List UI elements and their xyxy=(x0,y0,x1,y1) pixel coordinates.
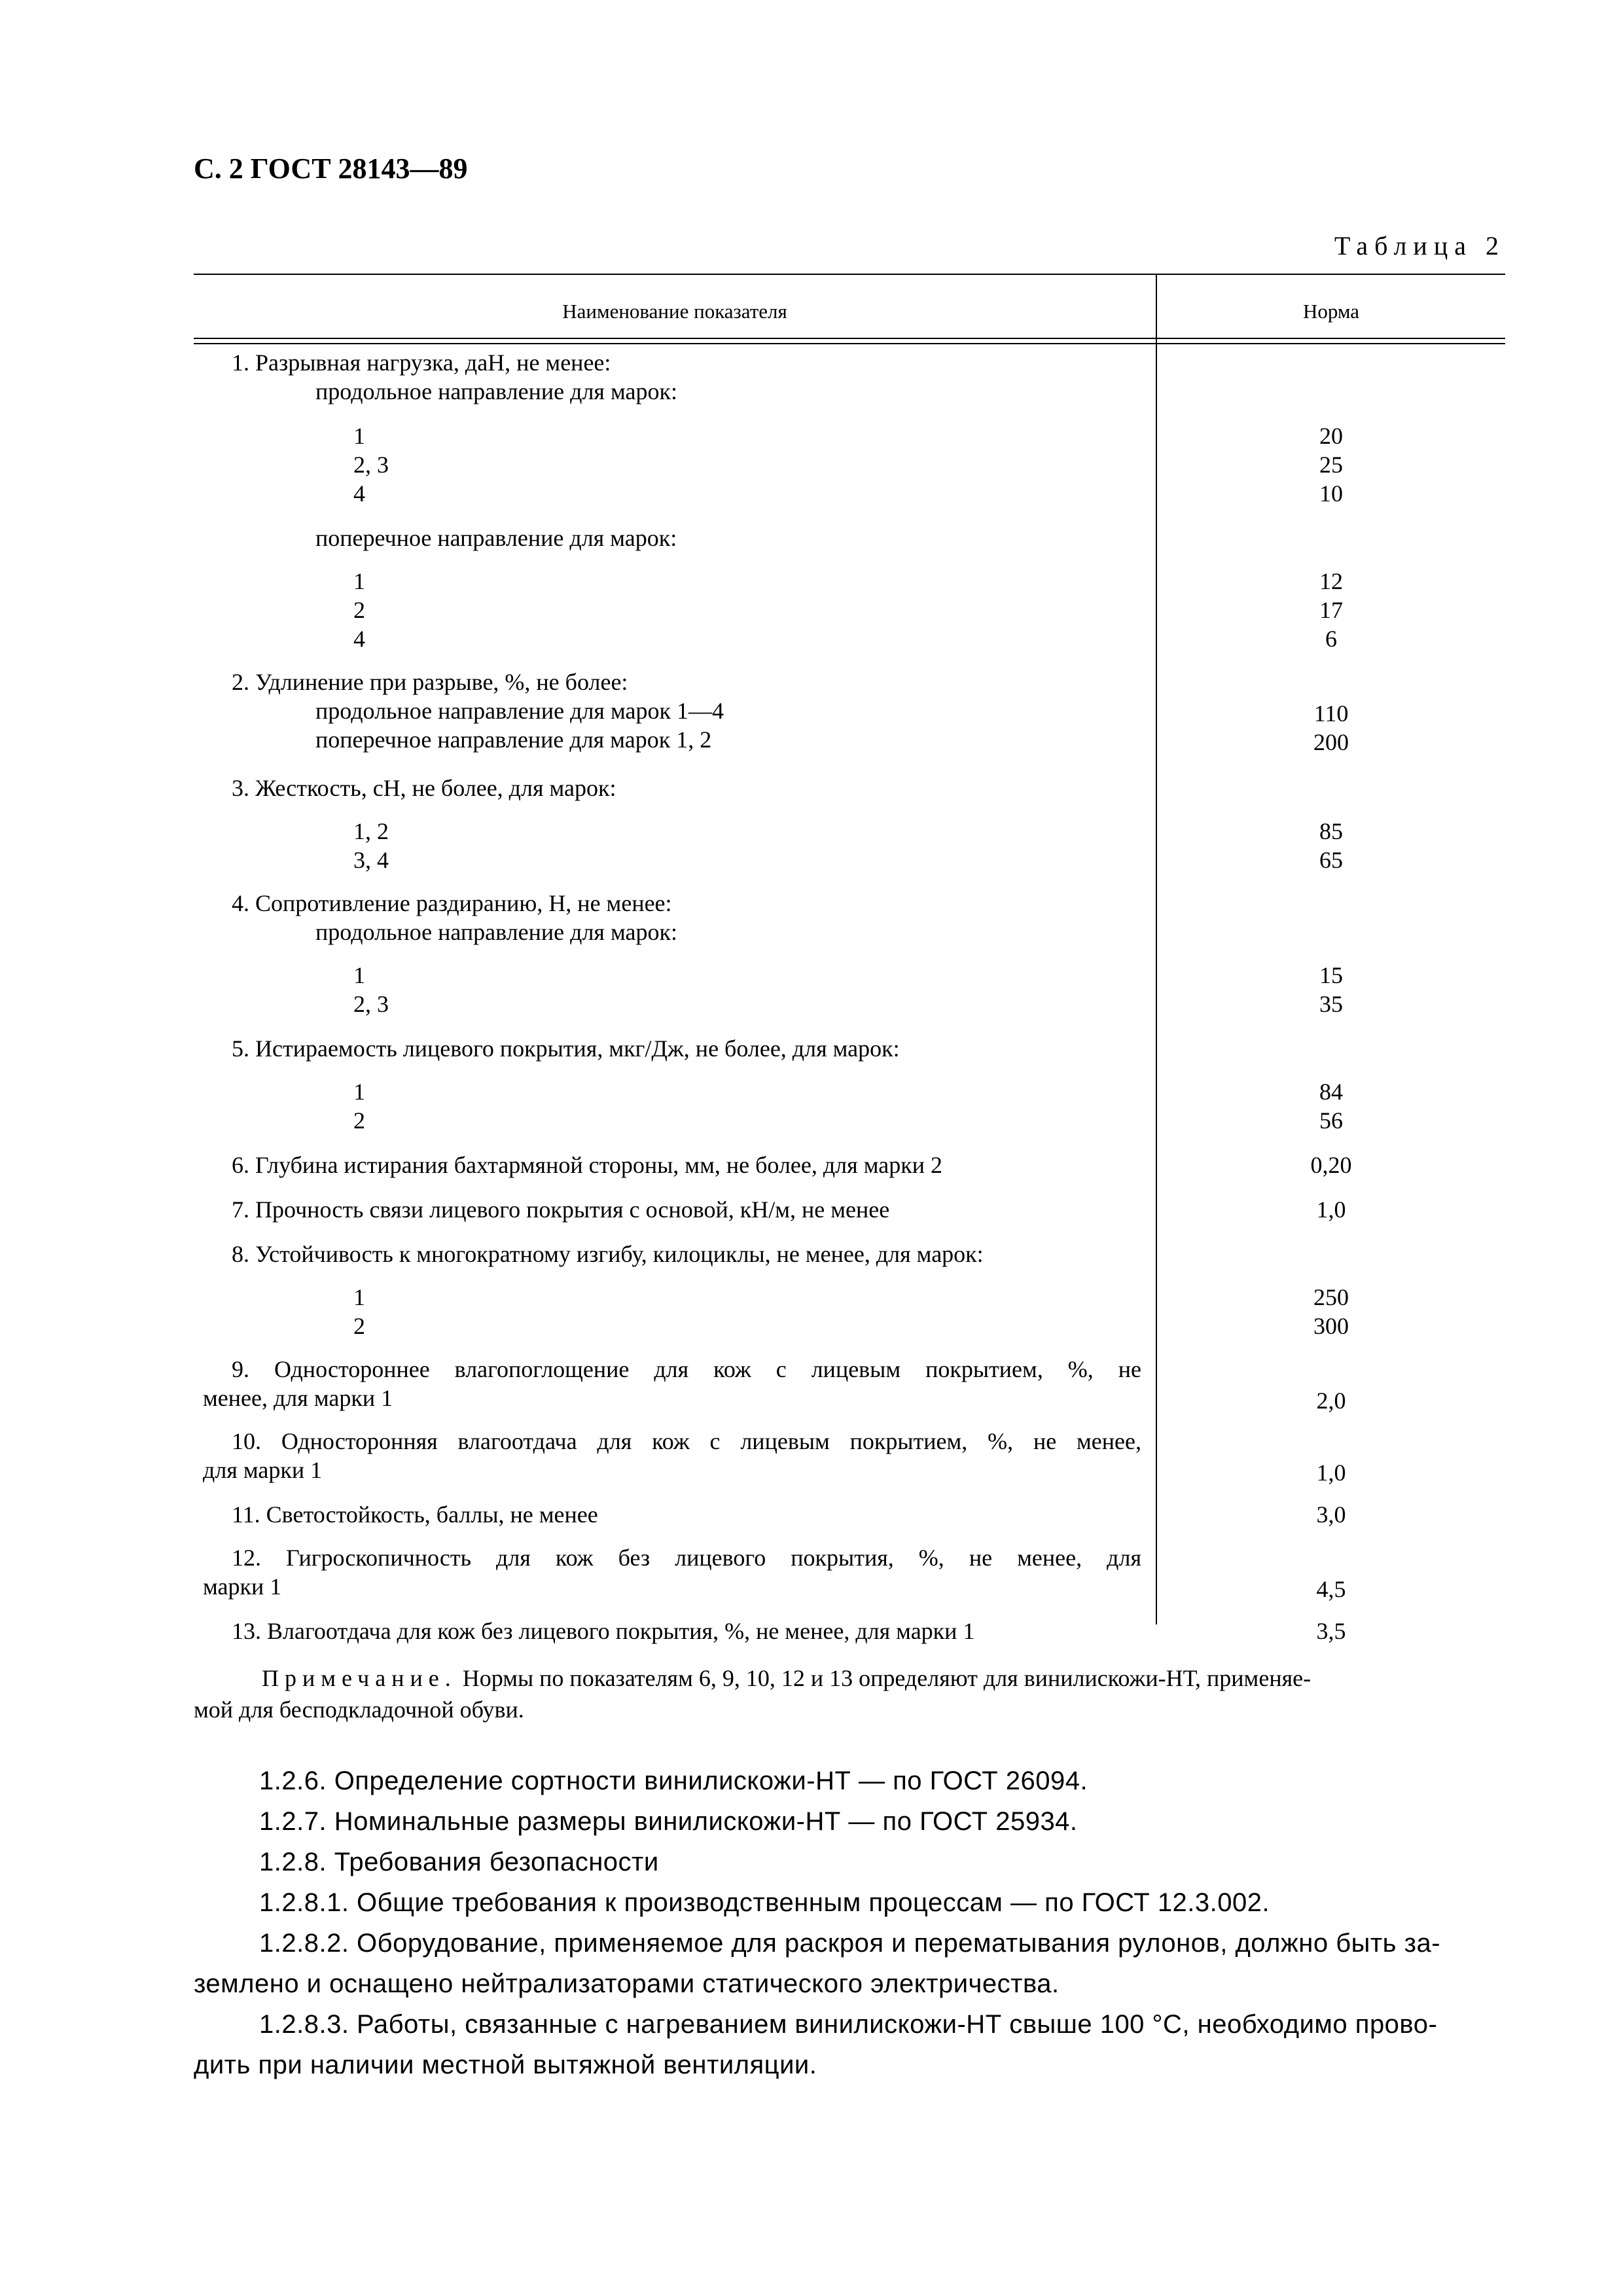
table-line: 1. Разрывная нагрузка, даН, не менее: xyxy=(232,350,611,376)
table-line: 3. Жесткость, сН, не более, для марок: xyxy=(232,775,616,801)
table-line: продольное направление для марок: xyxy=(315,919,677,945)
norm-value: 25 xyxy=(1319,452,1343,478)
table-line: для марки 1 xyxy=(203,1457,323,1483)
norm-value: 3,0 xyxy=(1316,1501,1346,1528)
table-caption: Таблица 2 xyxy=(1334,231,1505,260)
norm-value: 17 xyxy=(1319,597,1343,623)
table-top-rule xyxy=(194,274,1505,275)
table-header-rule xyxy=(194,338,1505,344)
norm-value: 2,0 xyxy=(1316,1388,1346,1414)
requirements-table xyxy=(194,274,1505,1644)
norm-value: 0,20 xyxy=(1310,1152,1352,1178)
note-label: Примечание. xyxy=(262,1665,457,1691)
norm-value: 6 xyxy=(1325,626,1337,652)
table-line: 4 xyxy=(353,626,365,652)
clause-1-2-8: 1.2.8. Требования безопасности xyxy=(259,1848,659,1876)
clause-1-2-8-3: 1.2.8.3. Работы, связанные с нагреванием винилискожи-НТ свыше 100 °С, необходимо прово- xyxy=(259,2010,1438,2039)
norm-value: 250 xyxy=(1313,1284,1349,1310)
table-line: 1 xyxy=(353,423,365,449)
table-line: 11. Светостойкость, баллы, не менее xyxy=(232,1501,598,1528)
note-text: Нормы по показателям 6, 9, 10, 12 и 13 определяют для винилискожи-НТ, применяе- xyxy=(456,1665,1311,1691)
table-line: 2, 3 xyxy=(353,452,389,478)
table-line: 1, 2 xyxy=(353,818,389,844)
table-line: 2. Удлинение при разрыве, %, не более: xyxy=(232,669,628,695)
clause-1-2-8-1: 1.2.8.1. Общие требования к производственным процессам — по ГОСТ 12.3.002. xyxy=(259,1888,1270,1917)
table-line: 2, 3 xyxy=(353,991,389,1017)
clause-1-2-7: 1.2.7. Номинальные размеры винилискожи-НТ — по ГОСТ 25934. xyxy=(259,1807,1078,1836)
table-line: 4 xyxy=(353,480,365,507)
norm-value: 65 xyxy=(1319,847,1343,873)
table-line: поперечное направление для марок 1, 2 xyxy=(315,726,712,753)
norm-value: 20 xyxy=(1319,423,1343,449)
table-line: 1 xyxy=(353,568,365,594)
page-header: С. 2 ГОСТ 28143—89 xyxy=(194,152,468,185)
clause-1-2-8-3-continued: дить при наличии местной вытяжной вентиляции. xyxy=(194,2051,817,2079)
table-line: 13. Влагоотдача для кож без лицевого покрытия, %, не менее, для марки 1 xyxy=(232,1618,975,1644)
norm-value: 56 xyxy=(1319,1107,1343,1134)
column-header-name: Наименование показателя xyxy=(562,300,787,323)
norm-value: 110 xyxy=(1313,700,1349,726)
table-line: 2 xyxy=(353,1313,365,1339)
table-line: 1 xyxy=(353,1079,365,1105)
norm-value: 1,0 xyxy=(1316,1460,1346,1486)
table-line: 10. Односторонняя влагоотдача для кож с лицевым покрытием, %, не менее, xyxy=(232,1428,1141,1454)
table-line: 4. Сопротивление раздиранию, Н, не менее: xyxy=(232,890,672,916)
note-text-continued: мой для бесподкладочной обуви. xyxy=(194,1696,524,1723)
table-line: 5. Истираемость лицевого покрытия, мкг/Дж, не более, для марок: xyxy=(232,1035,900,1062)
norm-value: 10 xyxy=(1319,480,1343,507)
norm-value: 15 xyxy=(1319,962,1343,988)
table-line: 7. Прочность связи лицевого покрытия с основой, кН/м, не менее xyxy=(232,1196,890,1223)
table-line: продольное направление для марок 1—4 xyxy=(315,698,724,724)
table-line: менее, для марки 1 xyxy=(203,1385,393,1411)
clause-1-2-8-2-continued: землено и оснащено нейтрализаторами статического электричества. xyxy=(194,1969,1060,1998)
norm-value: 84 xyxy=(1319,1079,1343,1105)
table-line: марки 1 xyxy=(203,1573,282,1600)
table-note xyxy=(194,1662,1505,1725)
table-line: 2 xyxy=(353,597,365,623)
table-line: 6. Глубина истирания бахтармяной стороны, мм, не более, для марки 2 xyxy=(232,1152,942,1178)
norm-value: 35 xyxy=(1319,991,1343,1017)
table-line: 9. Одностороннее влагопоглощение для кож с лицевым покрытием, %, не xyxy=(232,1356,1141,1382)
norm-value: 300 xyxy=(1313,1313,1349,1339)
table-line: 12. Гигроскопичность для кож без лицевого покрытия, %, не менее, для xyxy=(232,1545,1141,1571)
table-line: 1 xyxy=(353,962,365,988)
norm-value: 3,5 xyxy=(1316,1618,1346,1644)
norm-value: 1,0 xyxy=(1316,1196,1346,1223)
norm-value: 4,5 xyxy=(1316,1576,1346,1602)
clause-1-2-8-2: 1.2.8.2. Оборудование, применяемое для раскроя и перематывания рулонов, должно быть за- xyxy=(259,1929,1441,1958)
norm-value: 12 xyxy=(1319,568,1343,594)
norm-value: 85 xyxy=(1319,818,1343,844)
table-line: 2 xyxy=(353,1107,365,1134)
clause-1-2-6: 1.2.6. Определение сортности винилискожи-НТ — по ГОСТ 26094. xyxy=(259,1767,1088,1795)
table-line: 3, 4 xyxy=(353,847,389,873)
table-line: 1 xyxy=(353,1284,365,1310)
table-line: продольное направление для марок: xyxy=(315,378,677,404)
table-line: 8. Устойчивость к многократному изгибу, килоциклы, не менее, для марок: xyxy=(232,1241,984,1267)
column-header-norm: Норма xyxy=(1302,300,1360,323)
norm-value: 200 xyxy=(1313,729,1349,755)
table-line: поперечное направление для марок: xyxy=(315,525,677,551)
